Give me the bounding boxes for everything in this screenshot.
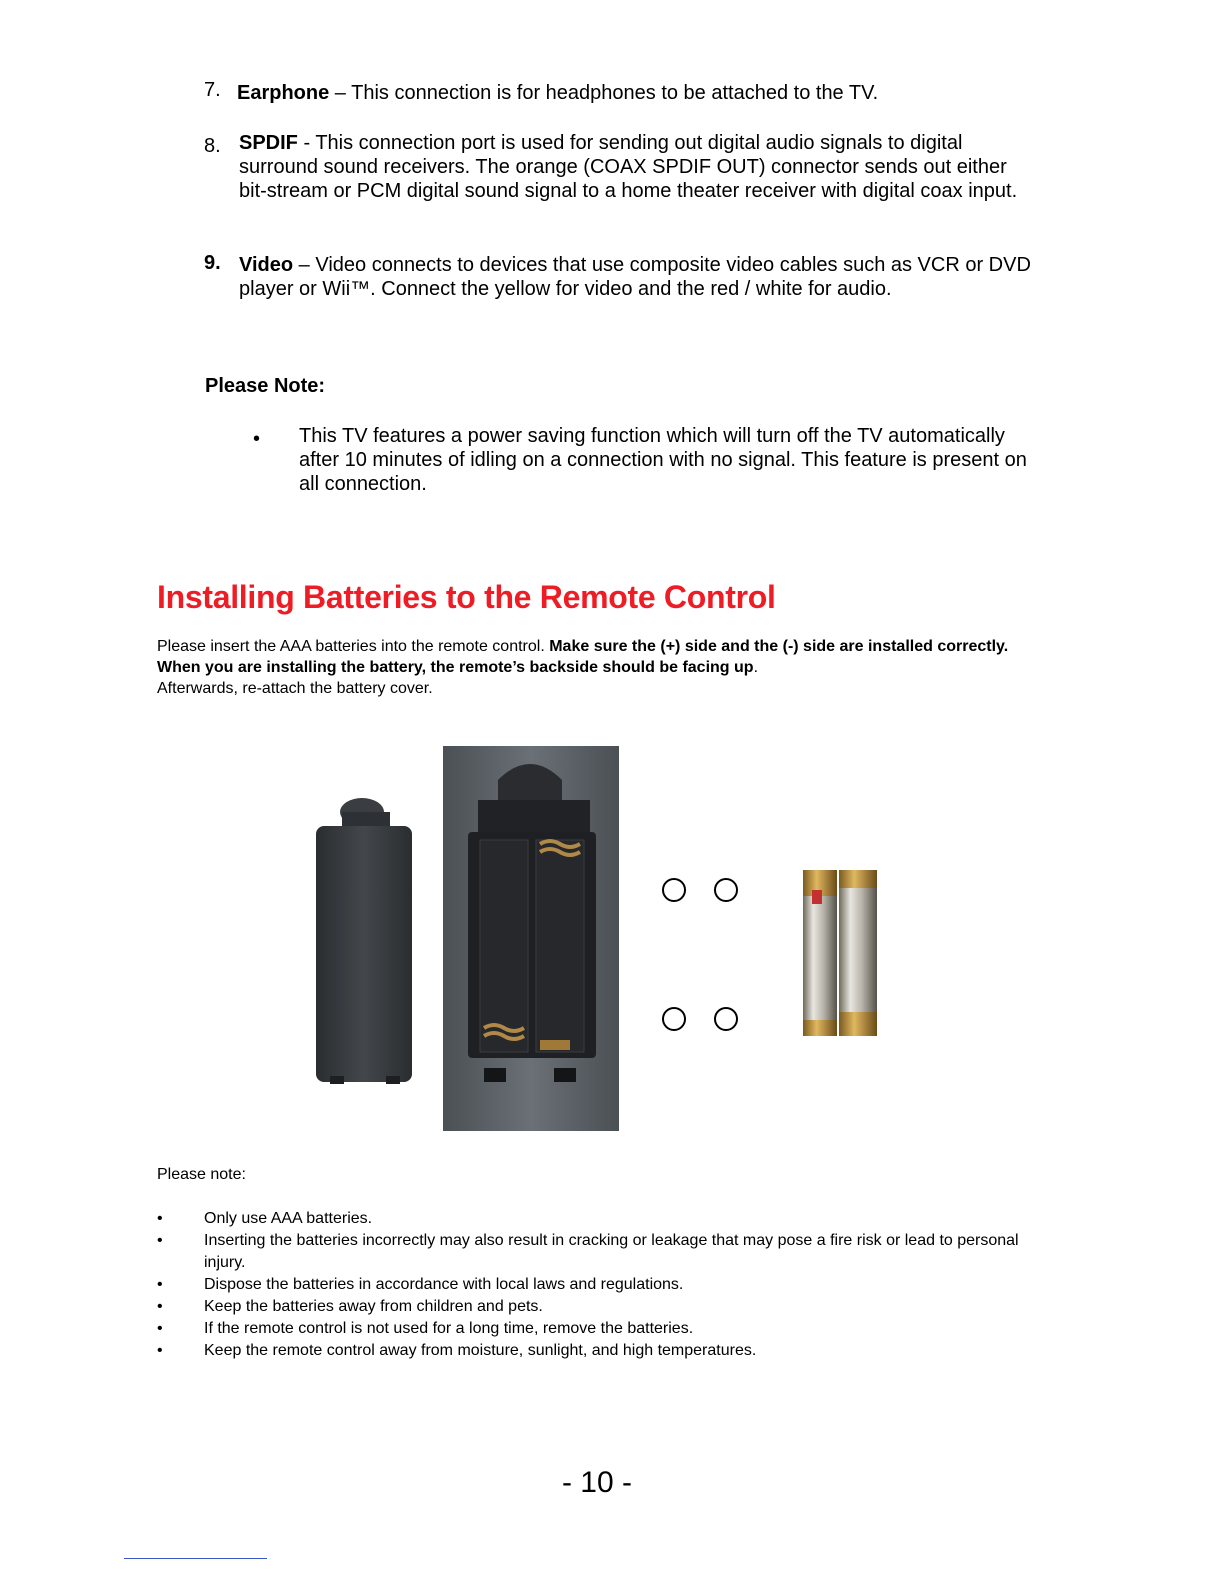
- list-item: • Only use AAA batteries.: [157, 1210, 373, 1227]
- footer-rule: [124, 1558, 267, 1559]
- list-item-video: Video – Video connects to devices that use composite video cables such as VCR or DVD player or Wii™. Connect the yellow for video and the red / white for audio.: [239, 254, 1031, 300]
- item-description: Video connects to devices that use composite video cables such as VCR or DVD player or Wii™. Connect the yellow for video and the red / white for audio.: [239, 254, 1031, 300]
- list-item-earphone: Earphone – This connection is for headphones to be attached to the TV.: [237, 82, 879, 104]
- list-item-spdif: SPDIF - This connection port is used for sending out digital audio signals to digital surround sound receivers. The orange (COAX SPDIF OUT) connector sends out either bit-stream or PCM digital sound signal to a home theater receiver with digital coax input.: [239, 132, 1018, 202]
- please-note-bullet: This TV features a power saving function which will turn off the TV automatically after 10 minutes of idling on a connection with no signal. This feature is present on all connection.: [299, 425, 1027, 495]
- battery-installation-figure: [300, 740, 900, 1140]
- item-number: 8.: [204, 135, 221, 157]
- list-item: • Keep the remote control away from moisture, sunlight, and high temperatures.: [157, 1342, 757, 1359]
- aaa-batteries-image: [803, 870, 877, 1036]
- item-number: 9.: [204, 252, 221, 274]
- item-term: Earphone: [237, 82, 330, 104]
- item-term: Video: [239, 254, 294, 276]
- page-number: - 10 -: [561, 1466, 633, 1499]
- item-number: 7.: [204, 79, 221, 101]
- please-note-heading: Please Note:: [205, 375, 326, 397]
- polarity-circles: [663, 879, 737, 1030]
- item-description: This connection is for headphones to be attached to the TV.: [351, 82, 879, 104]
- list-item: • Dispose the batteries in accordance with local laws and regulations.: [157, 1276, 684, 1293]
- intro-paragraph: Please insert the AAA batteries into the remote control. Make sure the (+) side and the (-) side are installed correctly. When you are installing the battery, the remote’s backside should be facing up. Afterwards, re-attach the battery cover.: [157, 638, 1009, 697]
- item-description: This connection port is used for sending out digital audio signals to digital surround sound receivers. The orange (COAX SPDIF OUT) connector sends out either bit-stream or PCM digital sound signal to a home theater receiver with digital coax input.: [239, 132, 1018, 202]
- notes-list: [157, 1208, 1027, 1362]
- remote-compartment-image: [443, 746, 619, 1131]
- battery-cover-image: [316, 798, 412, 1084]
- bullet-dot: •: [253, 428, 261, 450]
- list-item: • If the remote control is not used for a long time, remove the batteries.: [157, 1320, 694, 1337]
- notes-heading: Please note:: [157, 1166, 246, 1183]
- list-item: • Keep the batteries away from children and pets.: [157, 1298, 543, 1315]
- item-term: SPDIF: [239, 132, 298, 154]
- section-title: Installing Batteries to the Remote Control: [157, 579, 776, 615]
- list-item: • Inserting the batteries incorrectly may also result in cracking or leakage that may pose a fire risk or lead to personal injury.: [157, 1232, 1019, 1271]
- intro-warning: Make sure the (+) side and the (-) side are installed correctly. When you are installing the battery, the remote’s backside should be facing up: [157, 638, 1009, 676]
